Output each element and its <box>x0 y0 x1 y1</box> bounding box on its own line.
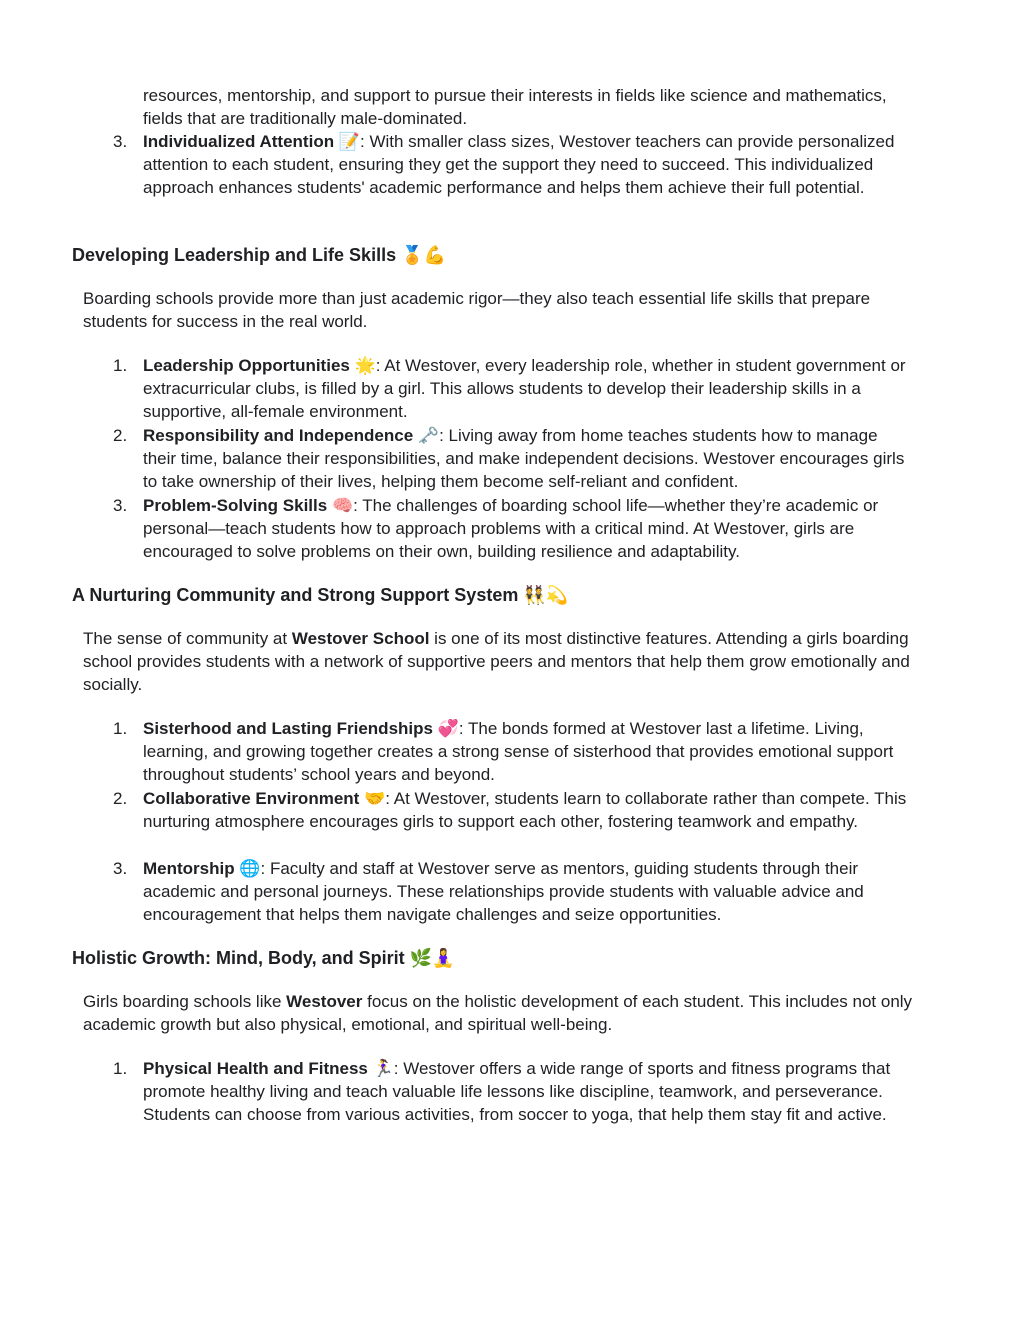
runner-icon: 🏃‍♀️ <box>372 1059 394 1078</box>
list-item-title: Collaborative Environment <box>143 789 360 808</box>
list-item-continuation: resources, mentorship, and support to pursue their interests in fields like science and mathematics, fields that are traditionally male-dominated. <box>143 86 887 129</box>
list-item <box>113 1057 913 1127</box>
list-item-title: Individualized Attention <box>143 132 335 151</box>
list-item <box>113 494 913 564</box>
heading-text: A Nurturing Community and Strong Support System <box>72 585 519 605</box>
list-item-title: Leadership Opportunities <box>143 356 350 375</box>
intro-text: is one of its most distinctive features. Attending a girls boarding school provides students with a network of supportive peers and mentors that help them grow emotionally and socially. <box>83 629 910 695</box>
list-item-text: : Living away from home teaches students how to manage their time, balance their responsibilities, and make independent decisions. Westover encourages girls to take ownership of their lives, helping them become self-reliant and confident. <box>143 426 905 492</box>
list-item-text: : The bonds formed at Westover last a lifetime. Living, learning, and growing together creates a strong sense of sisterhood that provides emotional support throughout students’ school years and beyond. <box>143 719 894 785</box>
list-number: 2. <box>113 789 128 808</box>
list-item-text: : At Westover, every leadership role, whether in student government or extracurricular clubs, is filled by a girl. This allows students to develop their leadership skills in a supportive, all-female environment. <box>143 356 906 422</box>
list-item-title: Responsibility and Independence <box>143 426 414 445</box>
list-item-text: : With smaller class sizes, Westover teachers can provide personalized attention to each student, ensuring they get the support they need to succeed. This individualized approach enhances students' academic performance and helps them achieve their full potential. <box>143 132 895 198</box>
intro-bold: Westover <box>286 992 363 1011</box>
intro-text: The sense of community at <box>83 629 292 648</box>
list-number: 1. <box>113 1059 128 1078</box>
list-item <box>113 857 913 927</box>
list-item <box>113 130 913 200</box>
list-item-text: : Westover offers a wide range of sports and fitness programs that promote healthy living and teach valuable life lessons like discipline, teamwork, and perseverance. Students can choose from various activities, from soccer to yoga, that help them stay fit and active. <box>143 1059 891 1125</box>
list-item-text: : At Westover, students learn to collaborate rather than compete. This nurturing atmosphere encourages girls to support each other, fostering teamwork and empathy. <box>143 789 907 832</box>
heading-text: Holistic Growth: Mind, Body, and Spirit <box>72 948 405 968</box>
list-item <box>113 717 913 787</box>
section-intro <box>83 990 923 1036</box>
list-item <box>113 424 913 494</box>
medal-muscle-icon: 🏅💪 <box>401 245 446 265</box>
intro-text: focus on the holistic development of each student. This includes not only academic growth but also physical, emotional, and spiritual well-being. <box>83 992 913 1035</box>
list-item-text: : The challenges of boarding school life—whether they’re academic or personal—teach students how to approach problems with a critical mind. At Westover, girls are encouraged to solve problems on their own, building resilience and adaptability. <box>143 496 879 562</box>
section-heading <box>72 243 446 267</box>
star-icon: 🌟 <box>354 356 376 375</box>
list-item <box>113 787 913 833</box>
list-number: 3. <box>113 496 128 515</box>
list-number: 2. <box>113 426 128 445</box>
list-item-title: Sisterhood and Lasting Friendships <box>143 719 433 738</box>
section-heading <box>72 946 455 970</box>
section-intro: Boarding schools provide more than just academic rigor—they also teach essential life skills that prepare students for success in the real world. <box>83 289 871 332</box>
brain-icon: 🧠 <box>331 496 354 515</box>
herb-meditation-icon: 🌿🧘‍♀️ <box>409 948 455 968</box>
key-icon: 🗝️ <box>417 426 440 445</box>
heading-text: Developing Leadership and Life Skills <box>72 245 397 265</box>
handshake-icon: 🤝 <box>364 789 386 808</box>
section-heading <box>72 583 568 607</box>
section-intro <box>83 627 923 697</box>
list-item-title: Mentorship <box>143 859 235 878</box>
list-item-title: Problem-Solving Skills <box>143 496 328 515</box>
hearts-icon: 💞 <box>437 719 459 738</box>
dancers-sparkle-icon: 👯💫 <box>523 585 569 605</box>
list-number: 3. <box>113 859 128 878</box>
list-item <box>113 354 913 424</box>
list-number: 1. <box>113 719 128 738</box>
globe-icon: 🌐 <box>239 859 261 878</box>
list-item-text: : Faculty and staff at Westover serve as mentors, guiding students through their academic and personal journeys. These relationships provide students with valuable advice and encouragement that helps them navigate challenges and seize opportunities. <box>143 859 864 925</box>
intro-bold: Westover School <box>291 629 430 648</box>
memo-icon: 📝 <box>338 132 360 151</box>
list-number: 1. <box>113 356 128 375</box>
list-item-title: Physical Health and Fitness <box>143 1059 368 1078</box>
list-number: 3. <box>113 132 128 151</box>
intro-text: Girls boarding schools like <box>83 992 287 1011</box>
